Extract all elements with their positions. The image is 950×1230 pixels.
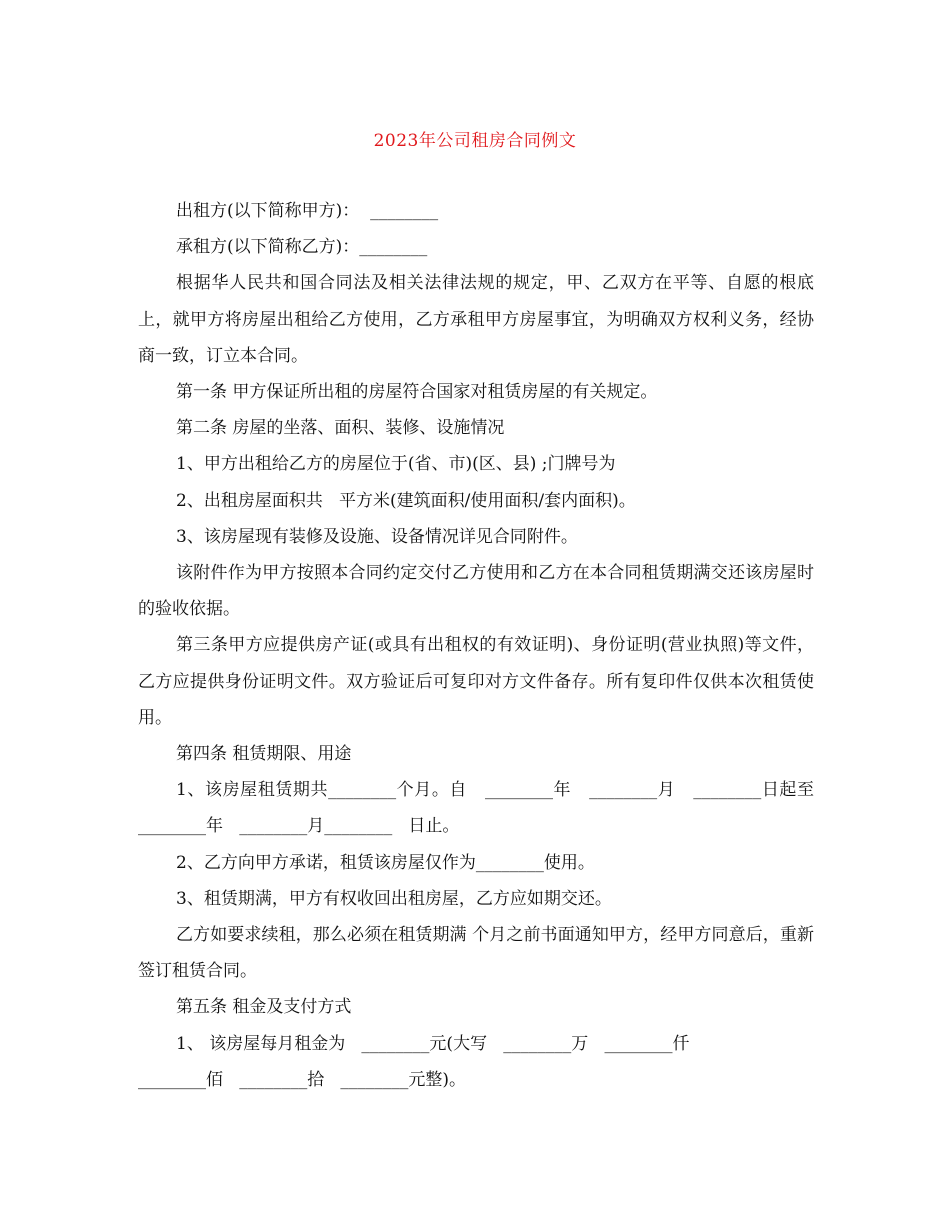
paragraph-article-1: 第一条 甲方保证所出租的房屋符合国家对租赁房屋的有关规定。	[176, 382, 658, 403]
paragraph-lessor: 出租方(以下简称甲方)： ________	[176, 201, 439, 221]
paragraph-article-5-item-1-cont: ________佰 ________拾 ________元整)。	[138, 1069, 467, 1090]
paragraph-lessee: 承租方(以下简称乙方)：________	[176, 237, 428, 258]
paragraph-article-4-item-3: 3、租赁期满，甲方有权收回出租房屋，乙方应如期交还。	[176, 888, 612, 909]
paragraph-article-2-heading: 第二条 房屋的坐落、面积、装修、设施情况	[176, 418, 505, 439]
paragraph-article-5-item-1: 1、 该房屋每月租金为 ________元(大写 ________万 ________仟	[176, 1033, 690, 1054]
paragraph-article-5-heading: 第五条 租金及支付方式	[176, 997, 352, 1018]
paragraph-article-4-item-2: 2、乙方向甲方承诺，租赁该房屋仅作为________使用。	[176, 852, 595, 873]
paragraph-renewal: 乙方如要求续租，那么必须在租赁期满 个月之前书面通知甲方，经甲方同意后，重新签订租赁合同。	[138, 925, 814, 982]
document-title: 2023年公司租房合同例文	[373, 131, 577, 151]
paragraph-article-2-item-1: 1、甲方出租给乙方的房屋位于(省、市)(区、县) ;门牌号为	[176, 454, 616, 475]
paragraph-preamble: 根据华人民共和国合同法及相关法律法规的规定，甲、乙双方在平等、自愿的根底上，就甲方将房屋出租给乙方使用，乙方承租甲方房屋事宜，为明确双方权利义务，经协商一致，订立本合同。	[138, 273, 814, 366]
paragraph-article-4-item-1: 1、该房屋租赁期共________个月。自 ________年 ________月 ________日起至 ________年 ________月________ 日止。	[138, 780, 831, 837]
paragraph-article-3: 第三条甲方应提供房产证(或具有出租权的有效证明)、身份证明(营业执照)等文件，乙方应提供身份证明文件。双方验证后可复印对方文件备存。所有复印件仅供本次租赁使用。	[138, 635, 814, 728]
paragraph-attachment-note: 该附件作为甲方按照本合同约定交付乙方使用和乙方在本合同租赁期满交还该房屋时的验收依据。	[138, 563, 814, 620]
paragraph-article-2-item-3: 3、该房屋现有装修及设施、设备情况详见合同附件。	[176, 526, 578, 547]
contract-body	[138, 193, 831, 1098]
paragraph-article-4-heading: 第四条 租赁期限、用途	[176, 744, 352, 765]
paragraph-article-2-item-2: 2、出租房屋面积共 平方米(建筑面积/使用面积/套内面积)。	[176, 490, 636, 511]
